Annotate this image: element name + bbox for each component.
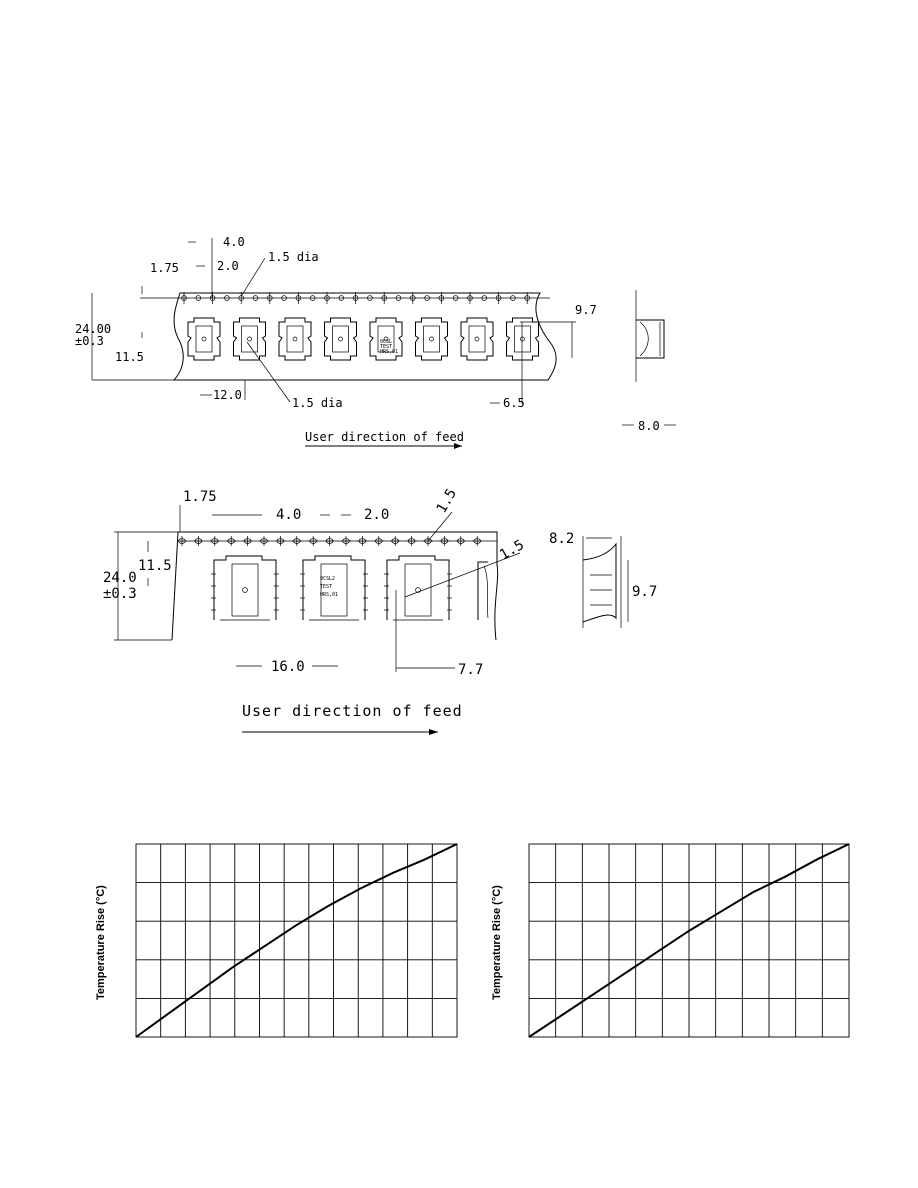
tape-diagram-2 (103, 486, 657, 735)
tape2-direction-arrowhead (429, 729, 438, 735)
tape2-hole15a-leader (428, 512, 452, 541)
sprocket-hole (325, 536, 335, 546)
sprocket-hole (439, 536, 449, 546)
sprocket-hole (456, 536, 466, 546)
tape2-sideheight-label: 9.7 (632, 584, 658, 600)
chart1-ylabel: Temperature Rise (°C) (95, 885, 107, 1000)
tape2-sidewidth-label: 8.2 (549, 531, 575, 547)
chart-temperature-rise-right (491, 844, 849, 1037)
tape2-direction-label: User direction of feed (242, 702, 463, 720)
chart-temperature-rise-left (95, 844, 457, 1037)
tape1-reel-label: 8.0 (638, 419, 660, 433)
chart2-ylabel: Temperature Rise (°C) (491, 885, 503, 1000)
tape1-pocket (325, 318, 357, 360)
sprocket-hole (407, 536, 417, 546)
tape1-holedia-leader (242, 258, 265, 295)
tape2-side-profile (583, 544, 616, 622)
tape2-pocketpitch-label: 16.0 (271, 659, 305, 675)
sprocket-hole (374, 536, 384, 546)
tape2-holerow-label: 11.5 (138, 558, 172, 574)
tape1-pockets (188, 318, 539, 360)
tape2-side-view (583, 536, 628, 628)
tape1-outline (174, 293, 556, 380)
tape1-pitch2-label: 2.0 (217, 259, 239, 273)
sprocket-hole (226, 536, 236, 546)
sprocket-hole (193, 536, 203, 546)
tape1-side-curve (640, 322, 648, 356)
sprocket-hole (292, 536, 302, 546)
tape1-holerow-label: 11.5 (115, 350, 144, 364)
tape1-width-tol: ±0.3 (75, 334, 104, 348)
sprocket-hole (259, 536, 269, 546)
tape2-hole15b-label: 1.5 (497, 536, 527, 564)
tape1-part-marking: 0CSL (380, 339, 393, 345)
tape1-pockethole-leader (247, 342, 290, 402)
tape1-width-label: 24.00 (75, 322, 112, 336)
sprocket-hole (243, 536, 253, 546)
tape2-offset-label: 7.7 (458, 662, 484, 678)
tape1-direction-label: User direction of feed (305, 430, 464, 444)
tape1-cavity-label: 9.7 (575, 303, 597, 317)
tape2-hole15a-label: 1.5 (433, 486, 461, 516)
sprocket-hole (472, 536, 482, 546)
tape1-pocket (507, 318, 539, 360)
sprocket-hole (341, 536, 351, 546)
tape2-part-marking: TEST (320, 584, 333, 590)
tape1-pocket (234, 318, 266, 360)
tape1-pocket (370, 318, 402, 360)
tape2-partial-pocket (478, 562, 488, 620)
sprocket-hole (275, 536, 285, 546)
chart2-grid (529, 844, 849, 1037)
tape1-part-marking: HRS,01 (380, 349, 399, 355)
tape-diagram-1 (75, 235, 676, 449)
tape1-pocket (416, 318, 448, 360)
tape1-pockethole-label: 1.5 dia (292, 396, 343, 410)
tape2-pocket (300, 556, 368, 620)
tape2-pitch2-label: 2.0 (364, 507, 390, 523)
tape2-part-marking: 0CSL2 (320, 576, 336, 582)
tape1-pitch4-label: 4.0 (223, 235, 245, 249)
sprocket-hole (210, 536, 220, 546)
tape1-depth-label: 6.5 (503, 396, 525, 410)
sprocket-hole (308, 536, 318, 546)
sprocket-hole (177, 536, 187, 546)
chart1-frame (136, 844, 457, 1037)
tape1-part-marking: TEST (380, 344, 393, 350)
chart1-series-line (136, 844, 457, 1037)
tape2-pitch4-label: 4.0 (276, 507, 302, 523)
sprocket-hole (390, 536, 400, 546)
tape2-width-tol: ±0.3 (103, 586, 137, 602)
sprocket-hole (357, 536, 367, 546)
tape2-pocket (384, 556, 452, 620)
tape2-part-marking: HRS,01 (320, 592, 339, 598)
tape1-pocketpitch-label: 12.0 (213, 388, 242, 402)
tape2-pocket (211, 556, 279, 620)
tape1-pocket (461, 318, 493, 360)
tape2-edge-label: 1.75 (183, 489, 217, 505)
tape2-pockets (211, 556, 488, 620)
tape1-side-view (636, 290, 664, 382)
tape1-edge-label: 1.75 (150, 261, 179, 275)
tape1-pocket (279, 318, 311, 360)
tape1-holedia-label: 1.5 dia (268, 250, 319, 264)
tape1-pocket (188, 318, 220, 360)
chart1-grid (136, 844, 457, 1037)
tape2-width-label: 24.0 (103, 570, 137, 586)
